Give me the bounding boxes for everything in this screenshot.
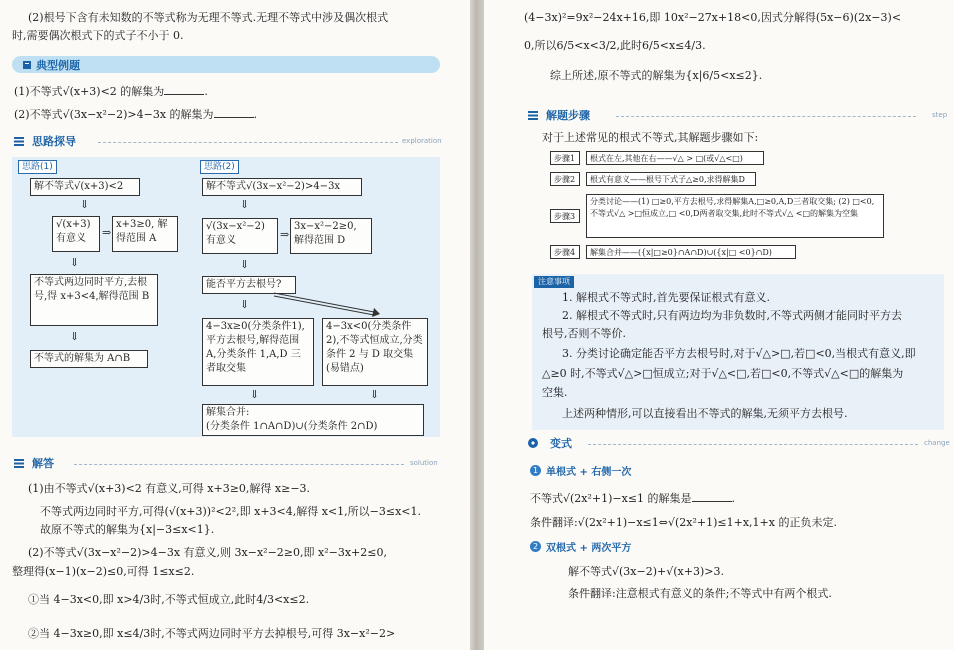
arrow-right-icon: ⇒ (102, 226, 112, 239)
note-line: 根号,否则不等价. (542, 327, 626, 340)
variant-2-translation: 条件翻译:注意根式有意义的条件;不等式中有两个根式. (568, 587, 832, 600)
note-line: △≥0 时,不等式√△>□恒成立;对于√△<□,若□<0,不等式√△<□的解集为 (542, 367, 904, 380)
flow-b6: 4−3x<0(分类条件 2),不等式恒成立,分类条件 2 与 D 取交集(易错点) (322, 318, 428, 386)
note-line: 1. 解根式不等式时,首先要保证根式有意义. (562, 291, 770, 304)
flow-a1: 解不等式√(x+3)<2 (30, 178, 140, 196)
idea-2-tag: 思路(2) (200, 160, 239, 174)
solution-line: ②当 4−3x≥0,即 x≤4/3时,不等式两边同时平方去掉根号,可得 3x−x²−2> (28, 627, 396, 640)
step-label: 步骤1 (550, 151, 580, 165)
flow-b7-text: (分类条件 1∩A∩D)∪(分类条件 2∩D) (206, 421, 378, 432)
variant-icon (528, 438, 538, 448)
arrow-down-icon: ⇓ (370, 388, 380, 401)
solution-line: 整理得(x−1)(x−2)≤0,可得 1≤x≤2. (12, 565, 195, 578)
step-label: 步骤4 (550, 245, 580, 259)
example-title: 典型例题 (36, 59, 80, 72)
section-think-en: exploration (402, 137, 442, 145)
step-label: 步骤3 (550, 209, 580, 223)
flow-a5: 不等式的解集为 A∩B (30, 350, 148, 368)
flow-b7-title: 解集合并: (206, 407, 250, 418)
text-line: (4−3x)²=9x²−24x+16,即 10x²−27x+18<0,因式分解得(5x−6)(2x−3)< (524, 11, 902, 24)
section-variant-en: change (924, 439, 950, 447)
book-icon (22, 60, 32, 70)
right-page (484, 0, 954, 650)
list-icon (528, 110, 538, 120)
section-variant-title: 变式 (550, 437, 572, 450)
flow-a3: x+3≥0, 解得范围 A (112, 216, 178, 252)
solution-line: 不等式两边同时平方,可得(√(x+3))²<2²,即 x+3<4,解得 x<1,所以−3≤x<1. (40, 505, 422, 518)
variant-1-translation: 条件翻译:√(2x²+1)−x≤1⇔√(2x²+1)≤1+x,1+x 的正负未定. (530, 516, 837, 529)
answer-blank[interactable] (164, 84, 204, 95)
example-1: (1)不等式√(x+3)<2 的解集为 . (14, 85, 208, 98)
answer-blank[interactable] (692, 491, 732, 502)
flow-b4: 能否平方去根号? (202, 276, 296, 294)
variant-2-question: 解不等式√(3x−2)+√(x+3)>3. (568, 565, 724, 578)
solution-line: ①当 4−3x<0,即 x>4/3时,不等式恒成立,此时4/3<x≤2. (28, 593, 310, 606)
variant-1-title: 单根式 + 右侧一次 (546, 467, 632, 478)
variant-1-question: 不等式√(2x²+1)−x≤1 的解集是 . (530, 492, 736, 505)
step-text: 解集合并——({x|□≥0}∩A∩D)∪({x|□ <0}∩D) (586, 245, 796, 259)
example-2: (2)不等式√(3x−x²−2)>4−3x 的解集为 . (14, 108, 258, 121)
text-line: 0,所以6/5<x<3/2,此时6/5<x≤4/3. (524, 39, 706, 52)
step-text: 分类讨论——(1) □≥0,平方去根号,求得解集A,□≥0,A,D三者取交集; (2) □<0,不等式√△ >□恒成立,□ <0,D两者取交集,此时不等式√△ <□的解集为空集 (586, 194, 884, 238)
note-tag: 注意事项 (534, 276, 574, 288)
list-icon (14, 458, 24, 468)
variant-2-title: 双根式 + 两次平方 (546, 543, 632, 554)
step-text: 根式在左,其他在右——√△ > □(或√△<□) (586, 151, 764, 165)
answer-blank[interactable] (214, 107, 254, 118)
arrow-right-icon: ⇒ (280, 228, 290, 241)
step-label: 步骤2 (550, 172, 580, 186)
list-icon (14, 136, 24, 146)
flow-a4: 不等式两边同时平方,去根号,得 x+3<4,解得范围 B (30, 274, 158, 326)
number-badge: 1 (530, 465, 541, 476)
solution-line: 故原不等式的解集为{x|−3≤x<1}. (40, 523, 215, 536)
solution-line: (2)不等式√(3x−x²−2)>4−3x 有意义,则 3x−x²−2≥0,即 x²−3x+2≤0, (28, 546, 387, 559)
flow-b2: √(3x−x²−2) 有意义 (202, 218, 278, 254)
flow-b3: 3x−x²−2≥0, 解得范围 D (290, 218, 372, 254)
arrow-down-icon: ⇓ (80, 198, 90, 211)
branch-arrows (270, 290, 380, 318)
intro-line-2: 时,需要偶次根式下的式子不小于 0. (12, 29, 184, 42)
section-divider (616, 116, 916, 117)
section-steps-en: step (932, 111, 948, 119)
flow-b7 (202, 404, 424, 436)
section-steps-title: 解题步骤 (546, 109, 590, 122)
arrow-down-icon: ⇓ (240, 258, 250, 271)
idea-1-tag: 思路(1) (18, 160, 57, 174)
flow-b1: 解不等式√(3x−x²−2)>4−3x (202, 178, 362, 196)
text-line: 综上所述,原不等式的解集为{x|6/5<x≤2}. (550, 69, 763, 82)
section-divider (98, 142, 398, 143)
number-badge: 2 (530, 541, 541, 552)
note-line: 2. 解根式不等式时,只有两边均为非负数时,不等式两侧才能同时平方去 (562, 309, 902, 322)
steps-intro: 对于上述常见的根式不等式,其解题步骤如下: (542, 131, 759, 144)
section-divider (588, 444, 918, 445)
arrow-down-icon: ⇓ (240, 298, 250, 311)
arrow-down-icon: ⇓ (240, 198, 250, 211)
note-line: 上述两种情形,可以直接看出不等式的解集,无须平方去根号. (562, 407, 848, 420)
solution-line: (1)由不等式√(x+3)<2 有意义,可得 x+3≥0,解得 x≥−3. (28, 482, 311, 495)
flow-b5: 4−3x≥0(分类条件1),平方去根号,解得范围 A,分类条件 1,A,D 三者取交集 (202, 318, 314, 386)
book-gutter (470, 0, 484, 650)
flow-a2: √(x+3) 有意义 (52, 216, 100, 252)
arrow-down-icon: ⇓ (250, 388, 260, 401)
section-divider (74, 464, 404, 465)
left-page (0, 0, 470, 650)
section-solution-en: solution (410, 459, 438, 467)
note-line: 空集. (542, 386, 568, 399)
section-think-title: 思路探导 (32, 135, 76, 148)
step-text: 根式有意义——根号下式子△≥0,求得解集D (586, 172, 756, 186)
arrow-down-icon: ⇓ (70, 256, 80, 269)
arrow-down-icon: ⇓ (70, 330, 80, 343)
section-solution-title: 解答 (32, 457, 54, 470)
intro-line-1: (2)根号下含有未知数的不等式称为无理不等式.无理不等式中涉及偶次根式 (28, 11, 389, 24)
note-line: 3. 分类讨论确定能否平方去根号时,对于√△>□,若□<0,当根式有意义,即 (562, 347, 916, 360)
